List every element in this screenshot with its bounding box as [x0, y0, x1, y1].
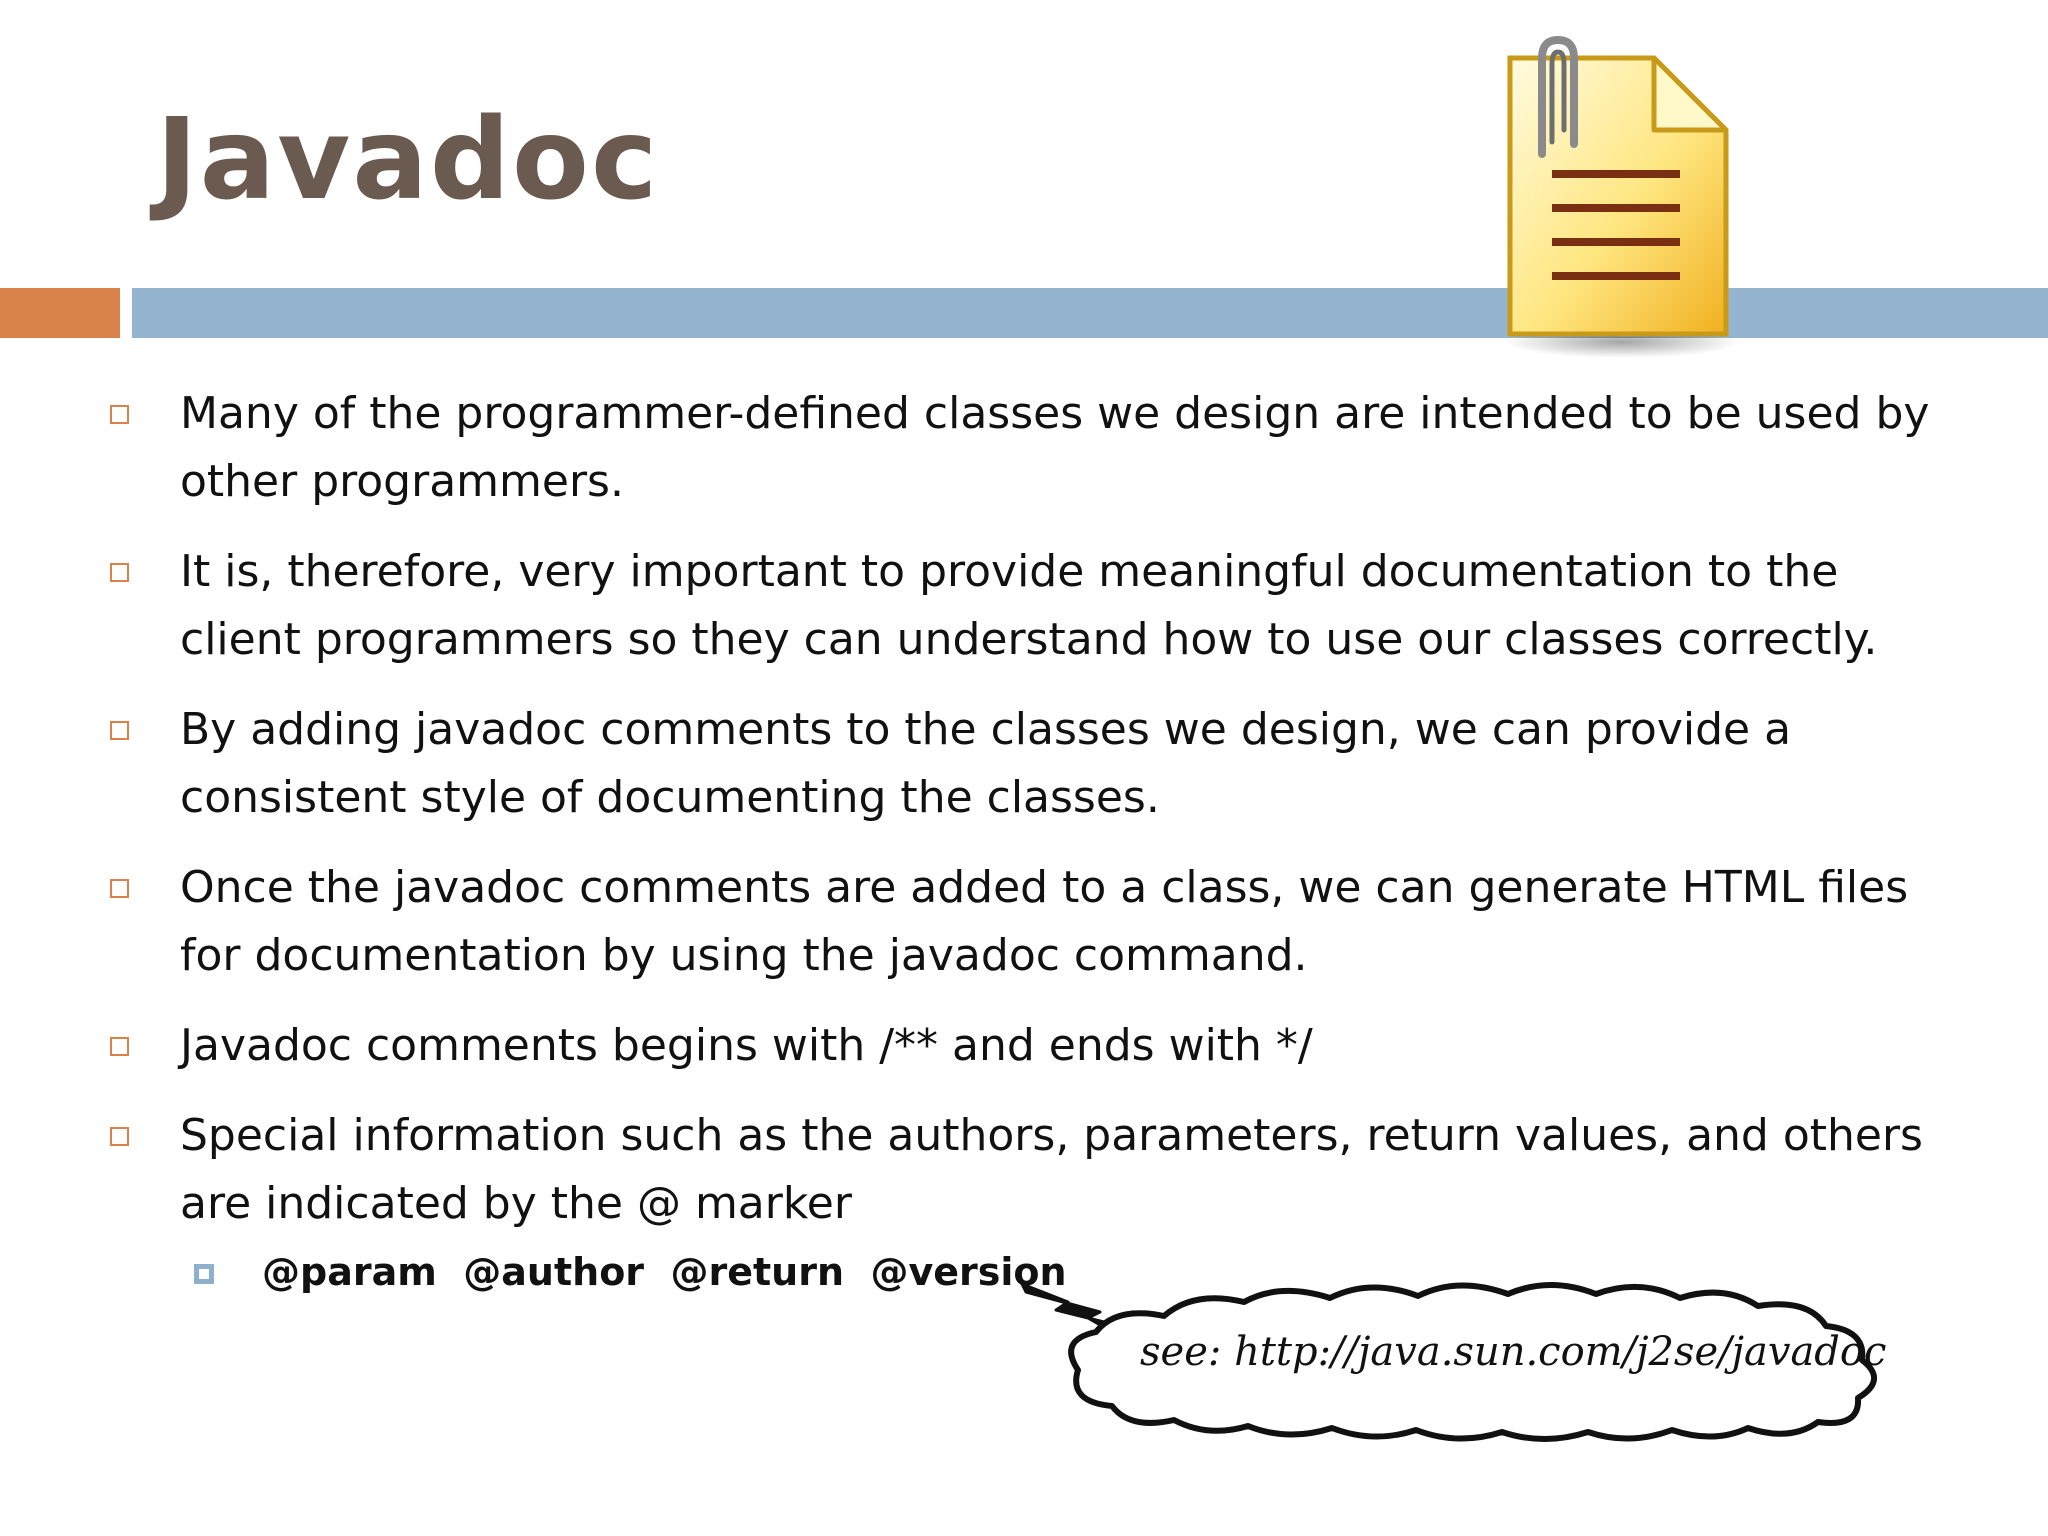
- square-bullet-icon: [110, 879, 129, 898]
- bullet-text: Once the javadoc comments are added to a class, we can generate HTML files for documentation by using the javadoc command.: [180, 862, 1909, 981]
- list-item: [110, 380, 1930, 516]
- javadoc-reference-link[interactable]: see: http://java.sun.com/j2se/javadoc: [1140, 1329, 1887, 1375]
- bullet-text: Special information such as the authors, parameters, return values, and others are indicated by the @ marker: [180, 1110, 1923, 1229]
- square-bullet-icon: [110, 563, 129, 582]
- document-with-paperclip-icon: [1494, 34, 1754, 364]
- bullet-text: Many of the programmer-defined classes we design are intended to be used by other programmers.: [180, 388, 1930, 507]
- list-item: [110, 1102, 1930, 1238]
- list-item: [110, 538, 1930, 674]
- list-item: [110, 696, 1930, 832]
- bullet-list: [110, 380, 1930, 1260]
- square-bullet-icon: [110, 721, 129, 740]
- bullet-text: Javadoc comments begins with /** and ends with */: [180, 1020, 1313, 1071]
- square-bullet-icon: [110, 1127, 129, 1146]
- bullet-text: It is, therefore, very important to provide meaningful documentation to the client programmers so they can understand how to use our classes correctly.: [180, 546, 1878, 665]
- list-item: [110, 1012, 1930, 1080]
- list-item: [110, 854, 1930, 990]
- square-bullet-icon: [110, 405, 129, 424]
- title-accent-bar: [0, 288, 120, 338]
- title-divider-bar: [132, 288, 2048, 338]
- bullet-text: By adding javadoc comments to the classes we design, we can provide a consistent style of documenting the classes.: [180, 704, 1792, 823]
- javadoc-tags-list: @param @author @return @version: [262, 1250, 1067, 1294]
- square-bullet-icon: [110, 1037, 129, 1056]
- slide-title: Javadoc: [156, 95, 660, 225]
- filled-square-bullet-icon: [194, 1264, 214, 1284]
